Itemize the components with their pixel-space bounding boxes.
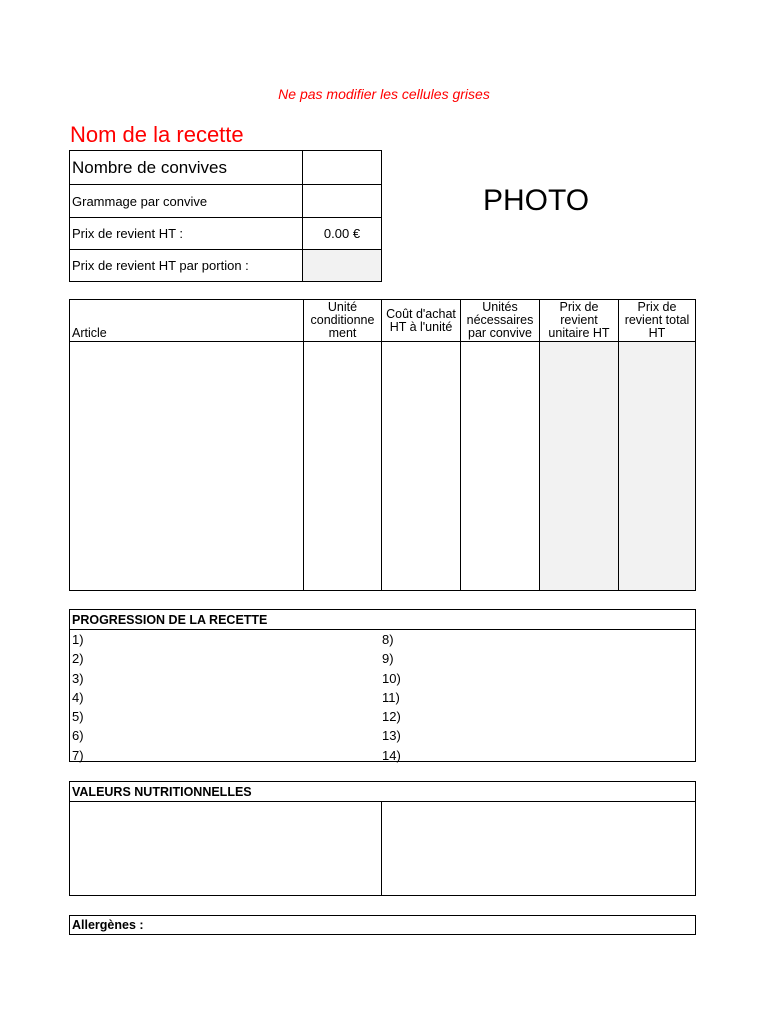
step-14[interactable]: 14)	[382, 747, 401, 763]
unit-column	[303, 300, 381, 590]
article-cells[interactable]	[70, 342, 303, 590]
step-3[interactable]: 3)	[72, 670, 84, 686]
unit-price-cells	[540, 342, 618, 590]
header-cost: Coût d'achat HT à l'unité	[382, 300, 460, 342]
progression-table	[69, 609, 696, 762]
header-total-price: Prix de revient total HT	[619, 300, 695, 342]
unit-cells[interactable]	[304, 342, 381, 590]
progression-title: PROGRESSION DE LA RECETTE	[70, 610, 695, 630]
step-8[interactable]: 8)	[382, 632, 394, 647]
header-units-needed: Unités nécessaires par convive	[461, 300, 539, 342]
photo-placeholder: PHOTO	[483, 184, 590, 217]
step-10[interactable]: 10)	[382, 670, 401, 686]
guests-row	[70, 151, 381, 185]
header-unit-price: Prix de revient unitaire HT	[540, 300, 618, 342]
allergens-row[interactable]: Allergènes :	[69, 915, 696, 935]
grams-row	[70, 185, 381, 218]
cost-label: Prix de revient HT :	[70, 218, 303, 249]
step-13[interactable]: 13)	[382, 728, 401, 744]
cost-cells[interactable]	[382, 342, 460, 590]
units-needed-column	[460, 300, 539, 590]
steps-right-column	[380, 630, 401, 765]
recipe-info-table	[69, 150, 382, 282]
total-price-cells	[619, 342, 695, 590]
notice-text: Ne pas modifier les cellules grises	[278, 86, 490, 102]
steps-left-column	[70, 630, 84, 765]
article-column	[70, 300, 303, 590]
cost-column	[381, 300, 460, 590]
step-4[interactable]: 4)	[72, 689, 84, 705]
cost-row	[70, 218, 381, 250]
step-11[interactable]: 11)	[382, 689, 400, 705]
portion-row	[70, 250, 381, 281]
guests-value-cell[interactable]	[303, 151, 381, 184]
header-unit: Unité conditionne ment	[304, 300, 381, 342]
nutrition-divider	[381, 802, 382, 895]
nutrition-title: VALEURS NUTRITIONNELLES	[70, 782, 695, 802]
step-12[interactable]: 12)	[382, 709, 401, 725]
grams-label: Grammage par convive	[70, 185, 303, 217]
step-7[interactable]: 7)	[72, 747, 84, 763]
step-9[interactable]: 9)	[382, 651, 394, 667]
step-5[interactable]: 5)	[72, 709, 84, 725]
cost-value-cell: 0.00 €	[323, 226, 361, 241]
portion-value-cell	[303, 250, 381, 281]
nutrition-table	[69, 781, 696, 896]
recipe-name[interactable]: Nom de la recette	[70, 122, 244, 147]
guests-label: Nombre de convives	[70, 151, 303, 184]
step-6[interactable]: 6)	[72, 728, 84, 744]
total-price-column	[618, 300, 695, 590]
portion-label: Prix de revient HT par portion :	[70, 250, 303, 281]
step-2[interactable]: 2)	[72, 651, 84, 667]
grams-value-cell[interactable]	[303, 185, 381, 217]
ingredients-table	[69, 299, 696, 591]
header-article: Article	[70, 300, 303, 342]
units-needed-cells[interactable]	[461, 342, 539, 590]
step-1[interactable]: 1)	[72, 632, 84, 647]
unit-price-column	[539, 300, 618, 590]
